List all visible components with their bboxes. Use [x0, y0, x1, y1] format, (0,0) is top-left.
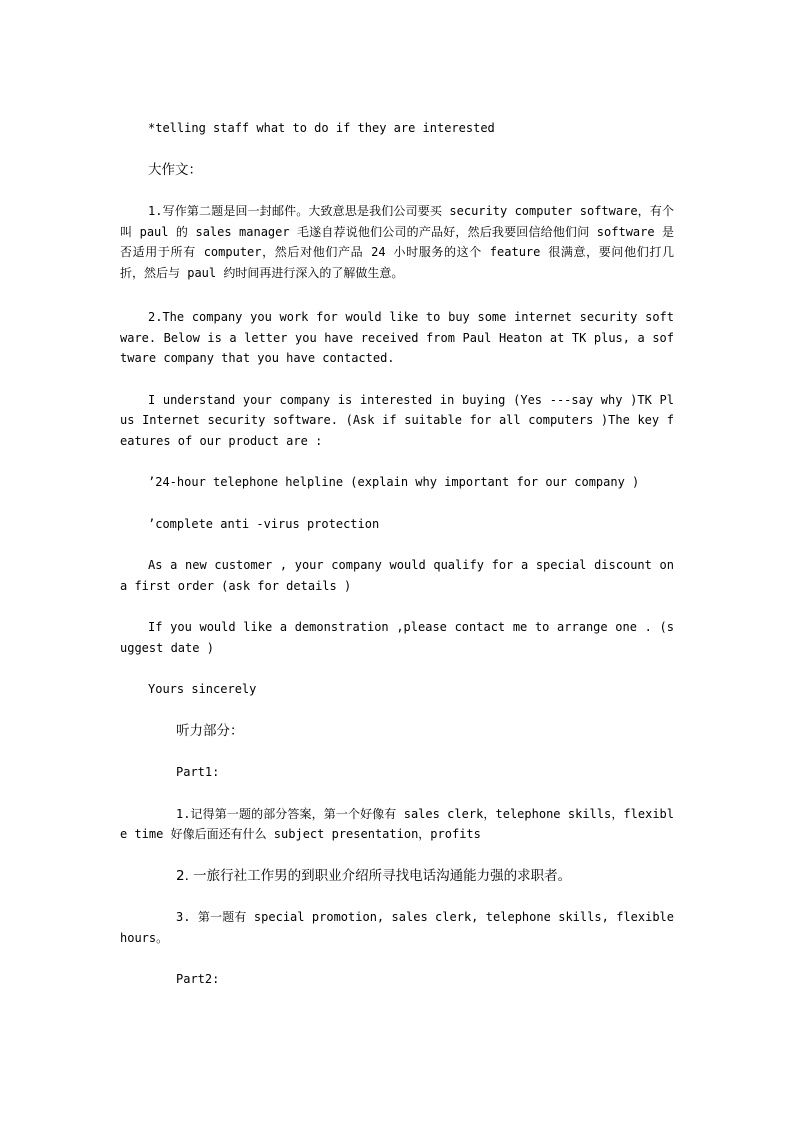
letter-discount: As a new customer , your company would qualify for a special discount on a first order (ask for details ) — [120, 558, 674, 593]
bullet-telling-staff: *telling staff what to do if they are interested — [148, 121, 495, 135]
part1-item-3: 3. 第一题有 special promotion, sales clerk, telephone skills, flexible hours。 — [120, 910, 674, 945]
document-page — [120, 118, 674, 990]
essay-prompt: 2.The company you work for would like to buy some internet security software. Below is a letter you have received from Paul Heaton at TK plus, a software company that you have contacted. — [120, 310, 674, 365]
feature-antivirus: ’complete anti -virus protection — [148, 516, 380, 531]
heading-part2: Part2: — [176, 972, 220, 986]
letter-demonstration: If you would like a demonstration ,please contact me to arrange one . (suggest date ) — [120, 620, 674, 655]
essay-summary-cn: 1.写作第二题是回一封邮件。大致意思是我们公司要买 security computer software，有个叫 paul 的 sales manager 毛遂自荐说他们公司的产品好，然后我要回信给他们问 software 是否适用于所有 computer，然后对他们产品 24 小时服务的这个 feature 很满意，要问他们打几折，然后与 paul 约时间再进行深入的了解做生意。 — [120, 204, 674, 280]
heading-essay: 大作文： — [148, 161, 202, 178]
part1-item-1: 1.记得第一题的部分答案，第一个好像有 sales clerk，telephone skills，flexible time 好像后面还有什么 subject presentation，profits — [120, 806, 674, 841]
heading-part1: Part1: — [176, 765, 220, 779]
letter-body-intro: I understand your company is interested in buying (Yes ---say why )TK Plus Internet security software. (Ask if suitable for all computers )The key features of our product are : — [120, 392, 674, 448]
letter-signoff: Yours sincerely — [148, 682, 257, 696]
feature-helpline: ’24-hour telephone helpline (explain why important for our company ) — [148, 475, 640, 489]
heading-listening: 听力部分： — [176, 722, 244, 739]
part1-item-2: 2. 一旅行社工作男的到职业介绍所寻找电话沟通能力强的求职者。 — [176, 867, 572, 884]
